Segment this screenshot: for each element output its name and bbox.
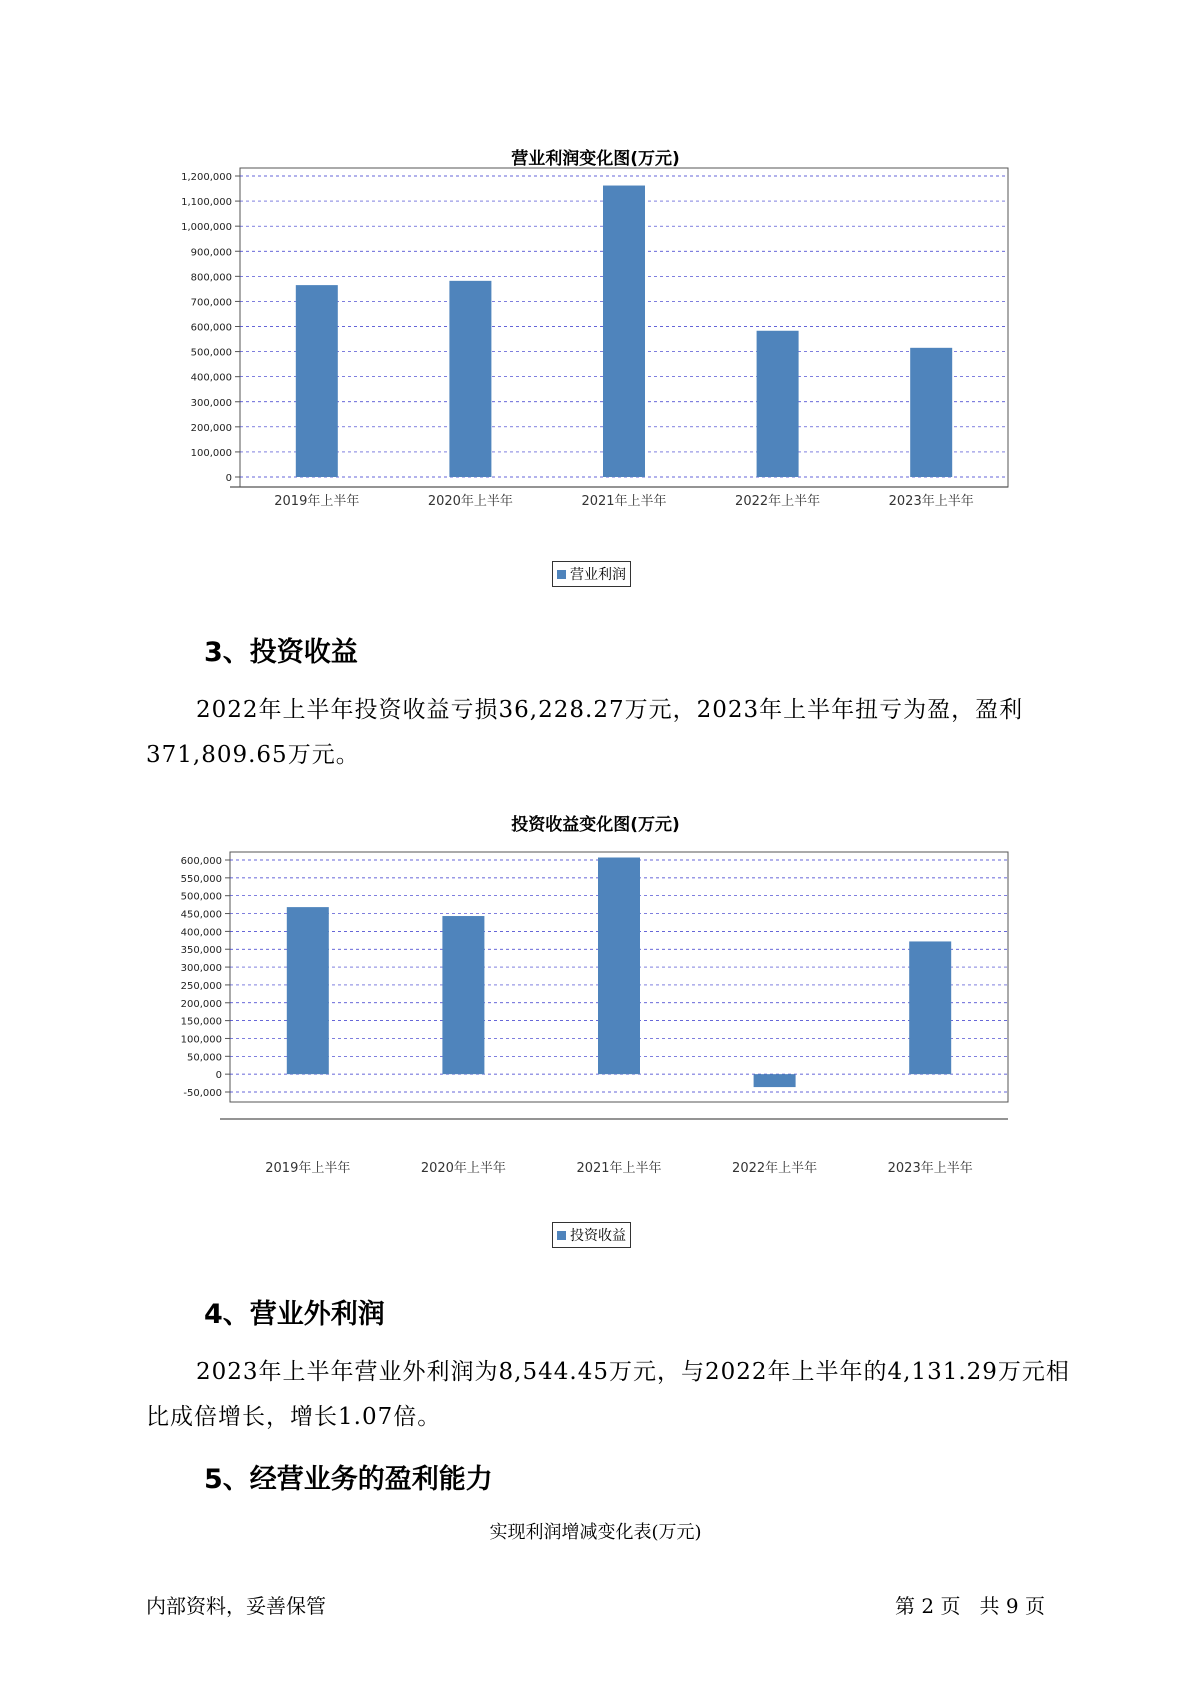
x-tick-label: 2019年上半年: [274, 494, 360, 509]
y-tick-label: 0: [215, 1070, 222, 1082]
section-3-text: 2022年上半年投资收益亏损36,228.27万元，2023年上半年扭亏为盈，盈利371,809.65万元。: [146, 697, 1024, 768]
chart2-title: 投资收益变化图(万元): [511, 815, 680, 835]
y-tick-label: 500,000: [190, 347, 232, 359]
x-tick-label: 2022年上半年: [735, 494, 821, 509]
y-tick-label: 250,000: [180, 980, 222, 992]
x-tick-label: 2020年上半年: [427, 494, 513, 509]
section-3-paragraph: [146, 688, 1086, 778]
footer-page-number: 第 2 页 共 9 页: [895, 1594, 1045, 1618]
section-5-heading: 5、经营业务的盈利能力: [204, 1464, 493, 1495]
x-tick-label: 2022年上半年: [732, 1161, 818, 1176]
section-4-heading: 4、营业外利润: [204, 1299, 385, 1330]
y-tick-label: -50,000: [183, 1088, 222, 1099]
bar-2: [442, 916, 484, 1074]
y-tick-label: 100,000: [180, 1034, 222, 1046]
y-tick-label: 450,000: [180, 909, 222, 921]
x-tick-label: 2023年上半年: [888, 494, 974, 509]
y-tick-label: 500,000: [180, 891, 222, 903]
y-tick-label: 0: [225, 473, 232, 484]
y-tick-label: 900,000: [190, 247, 232, 259]
y-tick-label: 600,000: [180, 856, 222, 867]
x-tick-label: 2021年上半年: [581, 494, 667, 509]
y-tick-label: 400,000: [180, 927, 222, 939]
x-tick-label: 2023年上半年: [887, 1161, 973, 1176]
bar-5: [910, 348, 952, 477]
footer-confidential: 内部资料，妥善保管: [146, 1594, 326, 1618]
chart1-title: 营业利润变化图(万元): [511, 149, 680, 169]
bar-3: [603, 186, 645, 477]
y-tick-label: 1,200,000: [181, 172, 232, 183]
y-tick-label: 100,000: [190, 447, 232, 459]
y-tick-label: 150,000: [180, 1016, 222, 1028]
y-tick-label: 50,000: [187, 1052, 222, 1064]
y-tick-label: 800,000: [190, 272, 232, 284]
x-tick-label: 2019年上半年: [265, 1161, 351, 1176]
bar-1: [287, 907, 329, 1074]
y-tick-label: 300,000: [190, 397, 232, 409]
chart1-legend-label: 营业利润: [570, 567, 626, 583]
chart2-legend-label: 投资收益: [570, 1228, 626, 1244]
y-tick-label: 1,000,000: [181, 222, 232, 234]
y-tick-label: 700,000: [190, 297, 232, 309]
x-tick-label: 2021年上半年: [576, 1161, 662, 1176]
y-tick-label: 1,100,000: [181, 197, 232, 209]
x-tick-label: 2020年上半年: [420, 1161, 506, 1176]
y-tick-label: 350,000: [180, 945, 222, 957]
y-tick-label: 550,000: [180, 873, 222, 885]
bar-4: [754, 1074, 796, 1087]
chart1-legend: [552, 561, 631, 587]
y-tick-label: 200,000: [180, 998, 222, 1010]
table-caption: 实现利润增减变化表(万元): [489, 1522, 702, 1543]
bar-1: [296, 285, 338, 477]
section-4-paragraph: [146, 1350, 1086, 1440]
legend-swatch-icon: [557, 1231, 566, 1240]
chart2-legend: [552, 1222, 631, 1248]
legend-swatch-icon: [557, 570, 566, 579]
bar-4: [757, 331, 799, 477]
section-4-text: 2023年上半年营业外利润为8,544.45万元，与2022年上半年的4,131.29万元相比成倍增长，增长1.07倍。: [146, 1359, 1070, 1430]
operating-profit-chart: [0, 170, 1191, 550]
y-tick-label: 400,000: [190, 372, 232, 384]
bar-2: [449, 281, 491, 477]
y-tick-label: 600,000: [190, 322, 232, 334]
bar-3: [598, 858, 640, 1075]
investment-income-chart: [0, 840, 1191, 1220]
y-tick-label: 300,000: [180, 963, 222, 975]
y-tick-label: 200,000: [190, 422, 232, 434]
section-3-heading: 3、投资收益: [204, 637, 358, 668]
bar-5: [909, 941, 951, 1074]
